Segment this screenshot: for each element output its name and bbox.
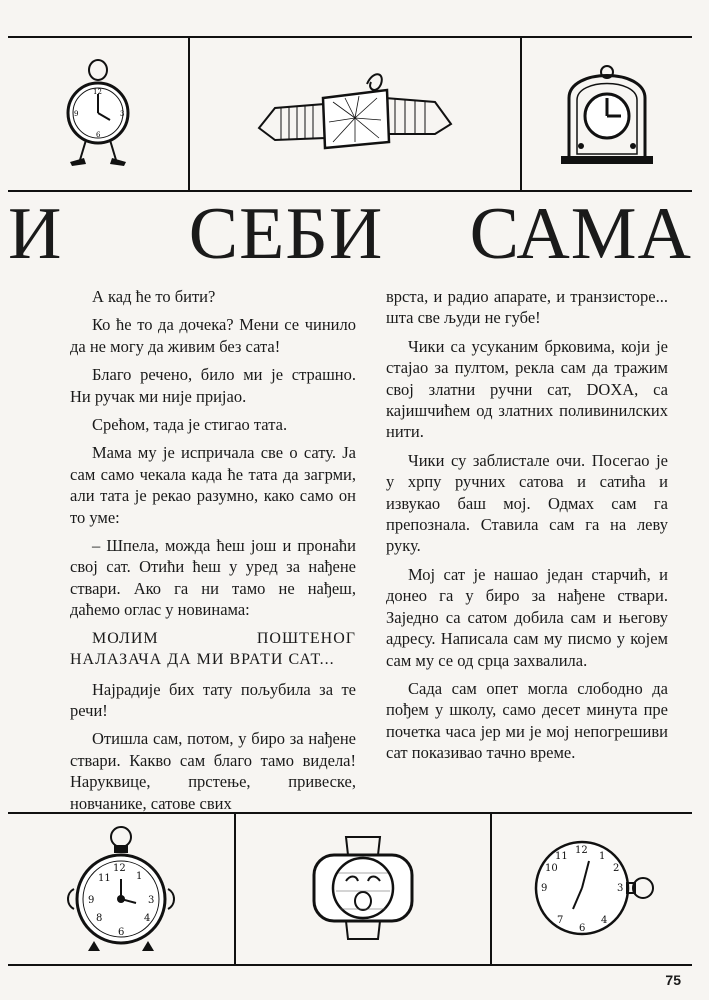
left-text-column bbox=[70, 286, 356, 821]
paragraph: А кад ће то бити? bbox=[92, 287, 216, 306]
title-word-1: И bbox=[8, 193, 63, 275]
right-text-column bbox=[386, 286, 668, 771]
svg-text:4: 4 bbox=[601, 915, 608, 926]
walking-clock-icon bbox=[58, 58, 138, 168]
page-number: 75 bbox=[665, 972, 681, 988]
title-word-3: САМА bbox=[469, 193, 692, 275]
svg-text:11: 11 bbox=[555, 851, 568, 862]
svg-text:10: 10 bbox=[545, 863, 558, 874]
paragraph: – Шпела, можда ћеш још и пронаћи свој сат. Отићи ћеш у уред за нађене ствари. Ако га ни тамо не нађеш, даћемо оглас у новинама: bbox=[70, 536, 356, 620]
paragraph: Отишла сам, потом, у биро за нађене ствари. Какво сам благо тамо видела! Наруквице, прстење, привеске, новчанике, сатове свих bbox=[70, 729, 356, 813]
svg-text:6: 6 bbox=[579, 923, 586, 934]
paragraph: врста, и радио апарате, и транзисторе... шта све људи не губе! bbox=[386, 287, 668, 328]
paragraph: Срећом, тада је стигао тата. bbox=[92, 415, 288, 435]
stopwatch-illustration bbox=[494, 816, 690, 960]
bottom-divider-2 bbox=[490, 812, 492, 964]
wristwatch-illustration bbox=[192, 40, 518, 186]
svg-text:6: 6 bbox=[118, 927, 125, 938]
top-divider-2 bbox=[520, 36, 522, 190]
title-word-2: СЕБИ bbox=[188, 193, 384, 275]
svg-text:9: 9 bbox=[74, 110, 79, 118]
table-clock-illustration bbox=[524, 40, 690, 186]
svg-text:3: 3 bbox=[120, 110, 125, 118]
bottom-divider-1 bbox=[234, 812, 236, 964]
svg-text:2: 2 bbox=[613, 863, 620, 874]
table-clock-icon bbox=[557, 58, 657, 168]
stopwatch-icon bbox=[527, 833, 657, 943]
svg-text:12: 12 bbox=[93, 88, 102, 96]
wristwatch-icon bbox=[255, 68, 455, 158]
face-watch-icon bbox=[308, 833, 418, 943]
svg-text:12: 12 bbox=[575, 845, 588, 856]
svg-text:6: 6 bbox=[96, 131, 101, 139]
paragraph: Мама му је испричала све о сату. Ја сам само чекала када ће тата да загрми, али тата је рекао разумно, како само он то уме: bbox=[70, 443, 356, 527]
svg-text:4: 4 bbox=[144, 913, 151, 924]
story-title bbox=[8, 193, 692, 275]
svg-text:9: 9 bbox=[541, 883, 548, 894]
svg-text:3: 3 bbox=[617, 883, 624, 894]
svg-text:3: 3 bbox=[148, 895, 155, 906]
paragraph: Чики су заблистале очи. Посегао је у хрпу ручних сатова и сатића и извукао баш мој. Одмах сам га препознала. Ставила сам га на леву руку. bbox=[386, 450, 668, 556]
walking-clock-illustration bbox=[10, 40, 186, 186]
paragraph: Ко ће то да дочека? Мени се чинило да не могу да живим без сата! bbox=[70, 315, 356, 356]
face-watch-illustration bbox=[238, 816, 488, 960]
top-divider-1 bbox=[188, 36, 190, 190]
paragraph: Сада сам опет могла слободно да пођем у школу, само десет минута пре почетка часа јер ми је мој непогрешиви сат показивао тачно време. bbox=[386, 678, 668, 763]
pocket-clock-illustration bbox=[10, 816, 232, 960]
ad-text: МОЛИМ ПОШТЕНОГ НАЛАЗАЧА ДА МИ ВРАТИ САТ... bbox=[70, 629, 356, 669]
svg-text:1: 1 bbox=[599, 851, 606, 862]
paragraph: Мој сат је нашао један старчић, и донео га у биро за нађене ствари. Заједно са сатом добила сам и његову адресу. Написала сам му писмо у којем сам му се од срца захвалила. bbox=[386, 564, 668, 670]
svg-text:7: 7 bbox=[557, 915, 564, 926]
svg-text:11: 11 bbox=[98, 873, 111, 884]
svg-text:1: 1 bbox=[136, 871, 143, 882]
svg-text:12: 12 bbox=[113, 863, 126, 874]
paragraph: Чики са усуканим брковима, који је стајао за пултом, рекла сам да тражим свој златни ручни сат, DOXA, са кајишчићем од златних поливинилских нити. bbox=[386, 336, 668, 442]
paragraph: Благо речено, било ми је страшно. Ни ручак ми није пријао. bbox=[70, 365, 356, 406]
svg-text:8: 8 bbox=[96, 913, 103, 924]
paragraph: Најрадије бих тату пољубила за те речи! bbox=[70, 679, 356, 720]
pocket-clock-icon bbox=[66, 823, 176, 953]
svg-text:9: 9 bbox=[88, 895, 95, 906]
